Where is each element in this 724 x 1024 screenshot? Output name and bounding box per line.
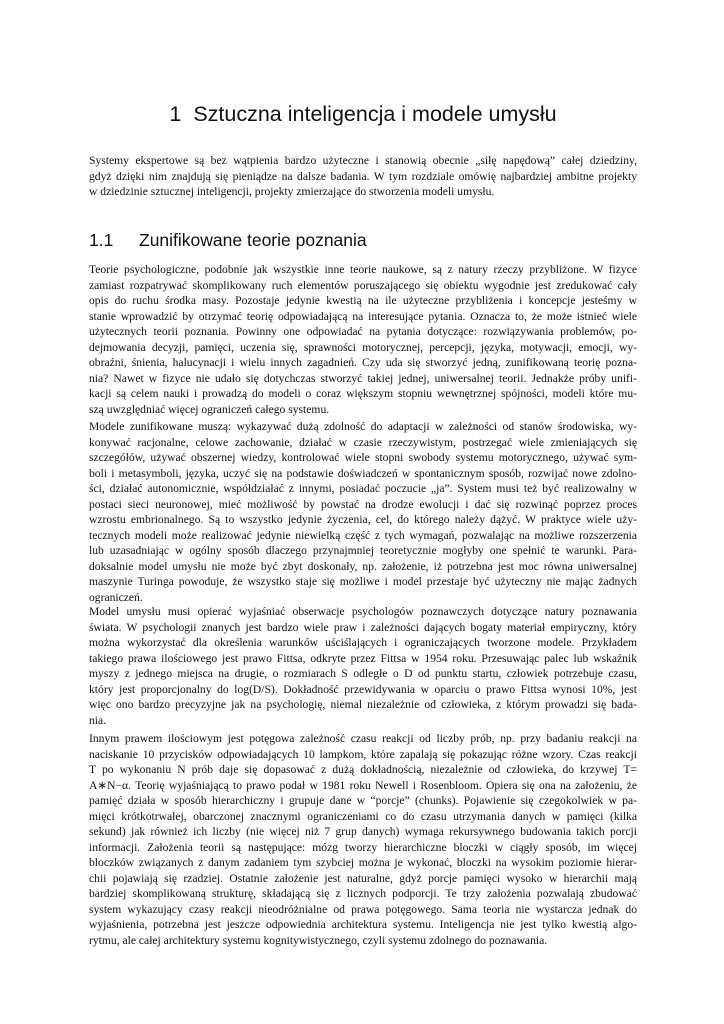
text-line: boli i metasymboli, języka, uczyć się na podstawie doświadczeń w spontanicznym sposób, rozwijać nowe zdolno- bbox=[89, 466, 637, 480]
text-line: w dziedzinie sztucznej inteligencji, projekty zmierzające do stworzenia modeli umysłu. bbox=[89, 185, 495, 198]
text-line: bloczków związanych z danym zadaniem tym szybciej można je wykonać, bloczki na wysokim poziomie hierar- bbox=[89, 856, 637, 869]
chapter-heading bbox=[89, 100, 637, 128]
text-line: myszy z jednego miejsca na drugie, o rozmiarach S odległe o D od punktu startu, człowiek potrzebuje czasu, bbox=[89, 667, 637, 680]
chapter-number: 1 bbox=[169, 102, 182, 126]
text-line: można wykorzystać dla określenia warunków uściślających i ograniczających tworzone modele. Przykładem bbox=[89, 636, 637, 649]
text-line: opis do ruchu środka masy. Pozostaje jedynie kwestią na ile użyteczne przybliżenia i koncepcje jesteśmy w bbox=[89, 294, 637, 307]
text-line: nia? Nawet w fizyce nie udało się dotychczas stworzyć takiej jednej, uniwersalnej teorii. Jednakże próby unifi- bbox=[89, 371, 637, 385]
paragraph-power-law bbox=[89, 731, 637, 948]
section-number: 1.1 bbox=[89, 230, 114, 250]
text-line: sekund) jak również ich liczby (nie więcej niż 7 grup danych) wymaga rekursywnego budowania takich porcji bbox=[89, 825, 637, 838]
text-line: informacji. Założenia teorii są następujące: mózg tworzy hierarchiczne bloczki w ciągły sposób, im więcej bbox=[89, 840, 637, 854]
text-line: doksalnie model umysłu nie może być zbyt doskonały, np. założenie, iż potrzebna jest moc równa uniwersalnej bbox=[89, 559, 637, 573]
text-line: dejmowania decyzji, pamięci, uczenia się, sprawności motorycznej, percepcji, języka, motywacji, emocji, wy- bbox=[89, 340, 637, 354]
text-line: pamięć działa w sposób hierarchiczny i grupuje dane w “porcje” (chunks). Pojawienie się czegokolwiek w pa- bbox=[89, 794, 637, 807]
text-line: Systemy ekspertowe są bez wątpienia bardzo użyteczne i stanowią obecnie „siłę napędową” całej dziedziny, bbox=[89, 154, 637, 167]
text-line: konywać racjonalne, celowe zachowanie, działać w czasie rzeczywistym, postrzegać wiele zmieniających się bbox=[89, 435, 637, 449]
text-line: użytecznych teorii poznania. Powinny one odpowiadać na pytania dotyczące: rozwiązywania problemów, po- bbox=[89, 325, 637, 338]
text-line: system wykazujący czasy reakcji nieodróżnialne od prawa potęgowego. Sama teoria nie wystarcza jednak do bbox=[89, 902, 637, 916]
text-line: zamiast rozpatrywać skomplikowany ruch elementów poruszającego się obiektu wygodnie jest zredukować cały bbox=[89, 278, 637, 292]
text-line: Teorie psychologiczne, podobnie jak wszystkie inne teorie naukowe, są z natury rzeczy przybliżone. W fizyce bbox=[89, 263, 637, 276]
text-line: mięci krótkotrwałej, obarczonej znacznymi ograniczeniami co do czasu utrzymania danych w pamięci (kilka bbox=[89, 809, 637, 823]
text-line: postaci sieci neuronowej, mieć możliwość by powstać na drodze ewolucji i dać się rozwinąć poprzez proces bbox=[89, 497, 637, 511]
text-line: świata. W psychologii znanych jest bardzo wiele praw i zależności dających bogaty materiał empiryczny, który bbox=[89, 620, 637, 634]
text-line: więc ono bardzo precyzyjne jak na psychologię, niemal niezależnie od człowieka, z którym prowadzi się bada- bbox=[89, 698, 637, 711]
text-line: rytmu, ale całej architektury systemu kognitywistycznego, czyli systemu zdolnego do poznawania. bbox=[89, 933, 548, 947]
text-line: Innym prawem ilościowym jest potęgowa zależność czasu reakcji od liczby prób, np. przy badaniu reakcji na bbox=[89, 732, 637, 745]
text-line: tecznych modeli może realizować jedynie niewielką część z tych wymagań, pozwalając na możliwe rozszerzenia bbox=[89, 528, 637, 542]
chapter-title: Sztuczna inteligencja i modele umysłu bbox=[193, 102, 557, 126]
text-line: T po wykonaniu N prób daje się dopasować z dużą dokładnością, niezależnie od człowieka, do krzywej T= bbox=[89, 763, 637, 776]
text-line: wzrostu embrionalnego. Są to wszystko jedynie życzenia, cel, do którego należy dążyć. W praktyce wiele uży- bbox=[89, 513, 637, 526]
text-line: obraźni, śnienia, halucynacji i wielu innych zagadnień. Czy uda się stworzyć jedną, zunifikowaną teorię pozna- bbox=[89, 356, 637, 369]
text-line: stanie wprowadzić by otrzymać teorię odpowiadającą na interesujące pytania. Oznacza to, że może istnieć wiele bbox=[89, 309, 637, 323]
paragraph-unified-theories bbox=[89, 262, 637, 417]
text-line: takiego prawa ilościowego jest prawo Fittsa, odkryte przez Fittsa w 1954 roku. Przesuwając palec lub wskaźnik bbox=[89, 651, 637, 665]
text-line: Modele zunifikowane muszą: wykazywać dużą zdolność do adaptacji w zależności od stanów środowiska, wy- bbox=[89, 420, 637, 433]
text-line: kacji są celem nauki i prowadzą do modeli o coraz większym stopniu wewnętrznej spójności, modeli które mu- bbox=[89, 387, 637, 400]
text-line: bardziej skomplikowaną strukturę, składającą się z licznych podporcji. Te trzy założenia pozwalają zbudować bbox=[89, 887, 637, 900]
text-line: naciskanie 10 przycisków odpowiadających 10 lampkom, które zapalają się pokazując różne wzory. Czas reakcji bbox=[89, 747, 637, 761]
text-line: który jest proporcjonalny do log(D/S). Dokładność przewidywania w oparciu o prawo Fittsa wynosi 10%, jest bbox=[89, 682, 637, 696]
text-line: szą uwzględniać więcej ograniczeń całego systemu. bbox=[89, 402, 330, 416]
text-line: wyjaśnienia, potrzebna jest jeszcze odpowiednia architektura systemu. Inteligencja nie jest tylko kwestią algo- bbox=[89, 918, 637, 931]
text-line: chii pojawiają się rzadziej. Ostatnie założenie jest naturalne, gdyż porcje pamięci wysoko w hierarchii mają bbox=[89, 871, 637, 885]
section-title: Zunifikowane teorie poznania bbox=[139, 230, 367, 250]
text-line: maszynie Turinga powoduje, że wszystko staje się możliwe i model przestaje być użyteczny nie mając żadnych bbox=[89, 575, 637, 588]
text-line: szczegółów, używać obszernej wiedzy, kontrolować wiele stopni swobody systemu motorycznego, używać sym- bbox=[89, 451, 637, 464]
text-line: ści, działać autonomicznie, współdziałać z innymi, posiadać poczucie „ja”. System musi też być realizowalny w bbox=[89, 482, 637, 495]
text-line: ograniczeń. bbox=[89, 590, 143, 604]
section-heading bbox=[89, 228, 637, 252]
text-line: lub uzasadniając w ogólny sposób dlaczego przynajmniej teoretycznie mogłyby one spełnić te warunki. Para- bbox=[89, 544, 637, 557]
text-line: A∗N−α. Teorię wyjaśniającą to prawo podał w 1981 roku Newell i Rosenbloom. Opiera się ona na założeniu, że bbox=[89, 778, 637, 792]
paragraph-unified-models bbox=[89, 419, 637, 605]
text-line: nia. bbox=[89, 713, 107, 727]
paragraph-intro bbox=[89, 153, 637, 200]
paragraph-fitts-law bbox=[89, 604, 637, 728]
text-line: gdyż dzięki nim znajdują się pieniądze na dalsze badania. W tym rozdziale omówię najbardziej ambitne projekty bbox=[89, 169, 637, 183]
text-line: Model umysłu musi opierać wyjaśniać obserwacje psychologów poznawczych dotyczące natury poznawania bbox=[89, 605, 637, 618]
